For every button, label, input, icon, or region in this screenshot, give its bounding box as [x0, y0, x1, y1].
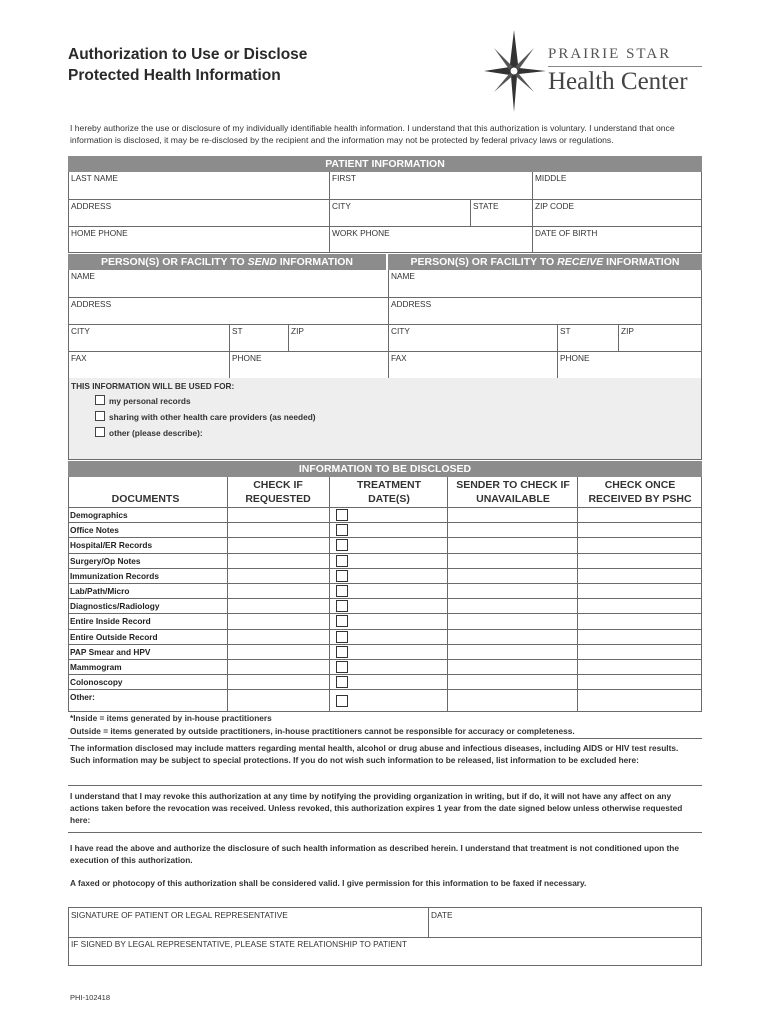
patient-zip-field[interactable]: ZIP CODE — [532, 199, 701, 226]
doc-label: Colonoscopy — [70, 677, 123, 688]
work-phone-field[interactable]: WORK PHONE — [329, 226, 532, 252]
col-documents: DOCUMENTS — [111, 493, 180, 505]
check-requested-box[interactable] — [336, 695, 348, 707]
inside-note: *Inside = items generated by in-house practitioners — [70, 713, 272, 723]
send-info-header — [68, 254, 386, 270]
patient-address-field[interactable]: ADDRESS — [69, 199, 329, 226]
patient-info-header: PATIENT INFORMATION — [68, 156, 702, 172]
signature-row-divider — [69, 937, 701, 938]
form-code: PHI-102418 — [70, 993, 111, 1002]
table-row — [68, 629, 702, 644]
table-row — [68, 583, 702, 598]
send-header-post: INFORMATION — [276, 256, 354, 268]
title-line-1: Authorization to Use or Disclose — [68, 46, 308, 63]
col-received-pshc — [578, 478, 702, 506]
doc-label: Lab/Path/Micro — [70, 586, 130, 596]
check-requested-box[interactable] — [336, 509, 348, 521]
send-address-field[interactable]: ADDRESS — [69, 297, 388, 324]
home-phone-field[interactable]: HOME PHONE — [69, 226, 329, 252]
send-header-em: SEND — [247, 256, 277, 268]
table-row — [68, 507, 702, 522]
divider — [68, 738, 702, 739]
receive-st-field[interactable]: ST — [557, 324, 618, 351]
doc-label: Entire Inside Record — [70, 616, 151, 627]
middle-name-field[interactable]: MIDDLE — [532, 172, 701, 199]
col-check-line1: CHECK IF — [253, 479, 303, 491]
sensitive-info-paragraph: The information disclosed may include matters regarding mental health, alcohol or drug abuse and infectious diseases, including AIDS or HIV test results. Such information may be subject to special protections. If you do not wish such information to be released, list information to be excluded here: — [70, 743, 679, 765]
col-once-line1: CHECK ONCE — [604, 479, 676, 491]
doc-label: Mammogram — [70, 662, 122, 672]
prairie-star-logo — [484, 30, 706, 112]
check-requested-box[interactable] — [336, 555, 348, 567]
checkbox-sharing[interactable] — [95, 411, 105, 421]
doc-label: Office Notes — [70, 525, 119, 536]
table-row — [68, 674, 702, 689]
dob-field[interactable]: DATE OF BIRTH — [532, 226, 701, 252]
patient-info-grid — [68, 172, 702, 253]
col-sender-unavailable — [448, 478, 578, 506]
check-requested-box[interactable] — [336, 585, 348, 597]
check-requested-box[interactable] — [336, 676, 348, 688]
col-check-line2: REQUESTED — [245, 493, 311, 505]
col-sender-line1: SENDER TO CHECK IF — [456, 479, 570, 491]
signature-field[interactable]: SIGNATURE OF PATIENT OR LEGAL REPRESENTATIVE — [71, 910, 288, 920]
star-icon — [484, 30, 554, 112]
logo-rule — [548, 66, 702, 67]
send-phone-field[interactable]: PHONE — [229, 351, 388, 378]
last-name-field[interactable]: LAST NAME — [71, 173, 118, 183]
fax-paragraph: A faxed or photocopy of this authorization shall be considered valid. I give permission for this information to be faxed if necessary. — [70, 878, 587, 888]
table-row — [68, 553, 702, 568]
doc-label: Other: — [70, 692, 95, 703]
send-receive-grid — [68, 270, 702, 379]
col-treat-line1: TREATMENT — [357, 479, 421, 491]
col-once-line2: RECEIVED BY PSHC — [588, 493, 692, 505]
relationship-field[interactable]: IF SIGNED BY LEGAL REPRESENTATIVE, PLEASE STATE RELATIONSHIP TO PATIENT — [71, 939, 407, 949]
col-treat-line2: DATE(S) — [368, 493, 410, 505]
patient-state-field[interactable]: STATE — [470, 199, 532, 226]
table-row — [68, 644, 702, 659]
patient-city-field[interactable]: CITY — [329, 199, 470, 226]
date-field[interactable]: DATE — [431, 910, 453, 920]
receive-city-field[interactable]: CITY — [388, 324, 557, 351]
doc-label: Demographics — [70, 510, 128, 520]
send-zip-field[interactable]: ZIP — [288, 324, 388, 351]
first-name-field[interactable]: FIRST — [329, 172, 532, 199]
revoke-paragraph: I understand that I may revoke this authorization at any time by notifying the providing organization in writing, but if do, it will not have any affect on any actions taken before the revocation was received. Unless revoked, this authorization expires 1 year from the date signed below unless otherwise requested here: — [70, 791, 683, 825]
doc-label: PAP Smear and HPV — [70, 646, 151, 657]
option-label-other: other (please describe): — [109, 428, 203, 438]
option-label-personal: my personal records — [109, 396, 191, 406]
disclosed-header: INFORMATION TO BE DISCLOSED — [68, 461, 702, 477]
receive-name-field[interactable]: NAME — [388, 270, 701, 297]
col-treatment-dates — [330, 478, 448, 506]
check-requested-box[interactable] — [336, 646, 348, 658]
doc-label: Immunization Records — [70, 570, 159, 581]
logo-text-bottom: Health Center — [548, 68, 688, 95]
logo-text-top: PRAIRIE STAR — [548, 46, 672, 62]
use-for-option-other[interactable] — [95, 427, 203, 438]
page-title — [68, 44, 307, 86]
doc-label: Entire Outside Record — [70, 631, 158, 642]
receive-info-header — [388, 254, 702, 270]
doc-label: Diagnostics/Radiology — [70, 601, 160, 612]
check-requested-box[interactable] — [336, 631, 348, 643]
send-city-field[interactable]: CITY — [69, 324, 229, 351]
receive-phone-field[interactable]: PHONE — [557, 351, 701, 378]
send-fax-field[interactable]: FAX — [69, 351, 229, 378]
check-requested-box[interactable] — [336, 539, 348, 551]
send-st-field[interactable]: ST — [229, 324, 288, 351]
send-header-pre: PERSON(S) OR FACILITY TO — [100, 256, 248, 268]
check-requested-box[interactable] — [336, 570, 348, 582]
table-row — [68, 659, 702, 674]
use-for-option-sharing[interactable] — [95, 411, 316, 422]
receive-zip-field[interactable]: ZIP — [618, 324, 701, 351]
divider — [68, 785, 702, 786]
title-line-2: Protected Health Information — [68, 67, 281, 84]
col-check-requested — [227, 478, 329, 506]
signature-block — [68, 907, 702, 966]
check-requested-box[interactable] — [336, 524, 348, 536]
divider — [68, 832, 702, 833]
table-row — [68, 537, 702, 552]
receive-fax-field[interactable]: FAX — [388, 351, 557, 378]
check-requested-box[interactable] — [336, 615, 348, 627]
option-label-sharing: sharing with other health care providers (as needed) — [109, 412, 316, 422]
receive-address-field[interactable]: ADDRESS — [388, 297, 701, 324]
table-row — [68, 613, 702, 628]
doc-label: Hospital/ER Records — [70, 540, 153, 551]
table-row — [68, 522, 702, 537]
table-row — [68, 598, 702, 613]
receive-header-pre: PERSON(S) OR FACILITY TO — [410, 256, 558, 268]
outside-note: Outside = items generated by outside practitioners, in-house practitioners cannot be responsible for accuracy or completeness. — [70, 726, 575, 736]
checkbox-other[interactable] — [95, 427, 105, 437]
intro-paragraph: I hereby authorize the use or disclosure of my individually identifiable health information. I understand that this authorization is voluntary. I understand that once information is disclosed, it may be re-disclosed by the recipient and the information may not be protected by federal privacy laws or regulations. — [70, 123, 675, 145]
signature-divider — [428, 908, 429, 937]
col-sender-line2: UNAVAILABLE — [476, 493, 550, 505]
doc-label: Surgery/Op Notes — [70, 555, 141, 566]
table-row — [68, 689, 702, 712]
table-row — [68, 568, 702, 583]
send-name-field[interactable]: NAME — [71, 271, 95, 281]
check-requested-box[interactable] — [336, 661, 348, 673]
receive-header-em: RECEIVE — [557, 256, 604, 268]
use-for-option-personal[interactable] — [95, 395, 191, 406]
authorization-paragraph: I have read the above and authorize the disclosure of such health information as described herein. I understand that treatment is not conditioned upon the execution of this authorization. — [70, 843, 679, 865]
checkbox-personal[interactable] — [95, 395, 105, 405]
receive-header-post: INFORMATION — [603, 256, 680, 268]
use-for-section — [68, 378, 702, 460]
check-requested-box[interactable] — [336, 600, 348, 612]
use-for-label: THIS INFORMATION WILL BE USED FOR: — [71, 381, 235, 391]
